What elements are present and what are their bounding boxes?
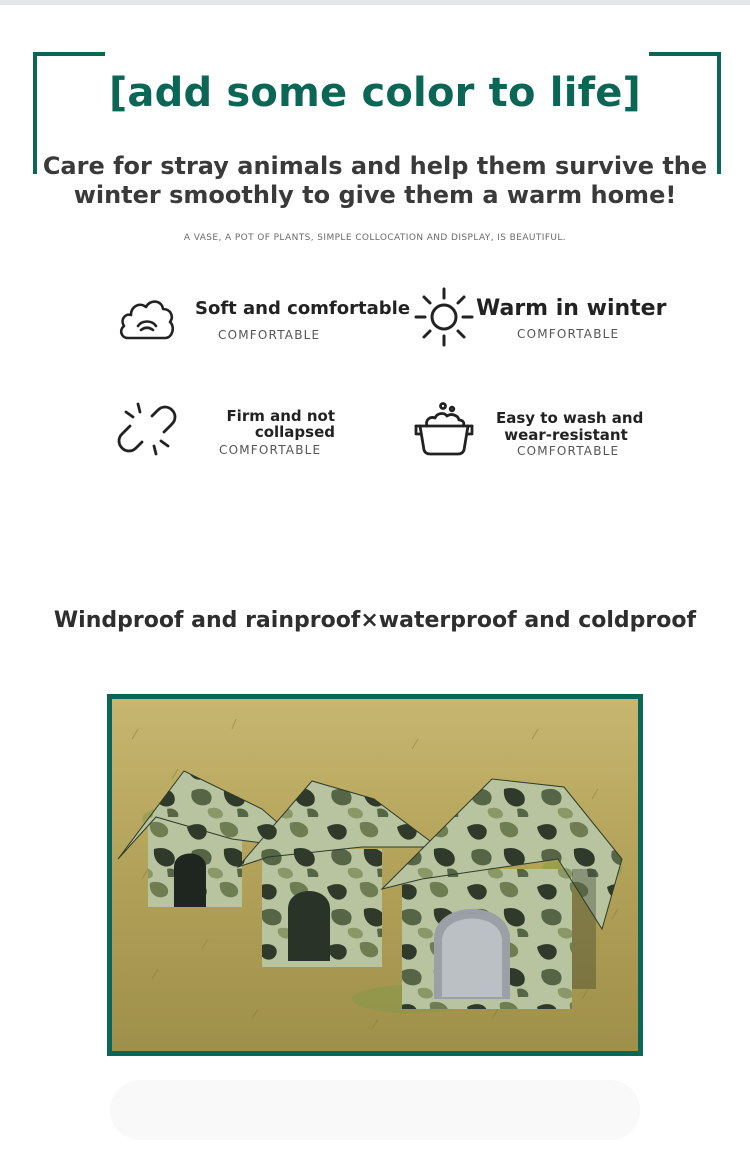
feature-sub-warm: COMFORTABLE bbox=[517, 327, 620, 341]
feature-sub-wash: COMFORTABLE bbox=[517, 444, 620, 458]
cloud-icon bbox=[116, 286, 178, 348]
pet-houses-illustration bbox=[112, 699, 638, 1051]
feature-title-wash bbox=[496, 409, 644, 444]
feature-title-warm: Warm in winter bbox=[476, 296, 667, 321]
feature-title-soft: Soft and comfortable bbox=[195, 298, 411, 319]
section-title: Windproof and rainproof×waterproof and coldproof bbox=[53, 608, 697, 633]
broken-link-icon bbox=[116, 398, 178, 460]
top-divider bbox=[0, 0, 750, 5]
subheading-line-2: winter smoothly to give them a warm home! bbox=[73, 181, 677, 209]
bottom-shadow bbox=[110, 1080, 640, 1140]
feature-title-firm-line-1: Firm and not bbox=[226, 407, 335, 425]
feature-sub-soft: COMFORTABLE bbox=[218, 328, 321, 342]
feature-sub-firm: COMFORTABLE bbox=[219, 443, 322, 457]
wash-basin-icon bbox=[413, 398, 475, 460]
sun-icon bbox=[413, 286, 475, 348]
page-title: [add some color to life] bbox=[108, 70, 642, 116]
product-photo bbox=[107, 694, 643, 1056]
feature-title-wash-line-1: Easy to wash and bbox=[496, 409, 644, 427]
feature-title-firm bbox=[195, 408, 335, 440]
subheading-line-1: Care for stray animals and help them survive the bbox=[42, 152, 708, 180]
subheading bbox=[40, 152, 710, 210]
tagline: A VASE, A POT OF PLANTS, SIMPLE COLLOCATION AND DISPLAY, IS BEAUTIFUL. bbox=[183, 233, 567, 243]
feature-title-firm-line-2: collapsed bbox=[254, 423, 335, 441]
feature-title-wash-line-2: wear-resistant bbox=[504, 426, 628, 444]
